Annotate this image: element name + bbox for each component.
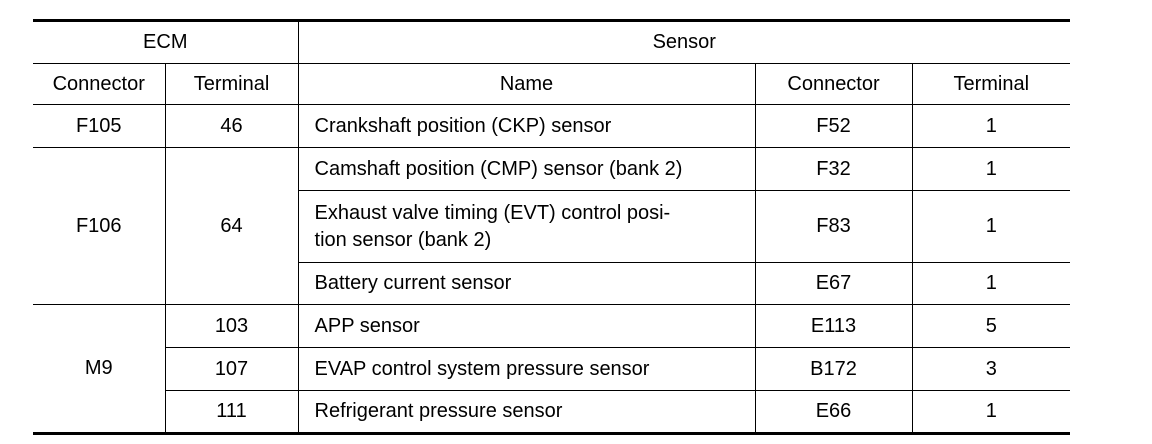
header-sensor-terminal: Terminal bbox=[912, 64, 1070, 105]
ecm-connector-cell: F106 bbox=[33, 148, 165, 305]
header-sensor-name: Name bbox=[298, 64, 755, 105]
ecm-terminal-cell: 64 bbox=[165, 148, 298, 305]
table-row bbox=[33, 391, 1070, 434]
header-ecm: ECM bbox=[33, 21, 298, 64]
sensor-name-cell: Battery current sensor bbox=[298, 263, 755, 305]
table-row bbox=[33, 305, 1070, 348]
sensor-connector-cell: B172 bbox=[755, 348, 912, 391]
sensor-terminal-cell: 3 bbox=[912, 348, 1070, 391]
header-ecm-connector: Connector bbox=[33, 64, 165, 105]
header-sensor: Sensor bbox=[298, 21, 1070, 64]
sensor-terminal-cell: 1 bbox=[912, 191, 1070, 263]
table-row bbox=[33, 148, 1070, 191]
header-ecm-terminal: Terminal bbox=[165, 64, 298, 105]
sensor-terminal-cell: 5 bbox=[912, 305, 1070, 348]
sensor-terminal-cell: 1 bbox=[912, 148, 1070, 191]
header-row-columns bbox=[33, 64, 1070, 105]
sensor-terminal-cell: 1 bbox=[912, 105, 1070, 148]
table-row bbox=[33, 105, 1070, 148]
sensor-terminal-cell: 1 bbox=[912, 391, 1070, 434]
sensor-connector-cell: E66 bbox=[755, 391, 912, 434]
sensor-name-cell: Camshaft position (CMP) sensor (bank 2) bbox=[298, 148, 755, 191]
sensor-name-cell bbox=[298, 191, 755, 263]
header-row-groups bbox=[33, 21, 1070, 64]
sensor-name-line-1: Exhaust valve timing (EVT) control posi- bbox=[314, 201, 671, 224]
sensor-name-line-2: tion sensor (bank 2) bbox=[314, 228, 492, 251]
table-row bbox=[33, 348, 1070, 391]
sensor-name-cell: EVAP control system pressure sensor bbox=[298, 348, 755, 391]
sensor-connector-cell: F83 bbox=[755, 191, 912, 263]
sensor-connector-cell: F32 bbox=[755, 148, 912, 191]
sensor-name-cell: APP sensor bbox=[298, 305, 755, 348]
ecm-terminal-cell: 103 bbox=[165, 305, 298, 348]
ecm-terminal-cell: 46 bbox=[165, 105, 298, 148]
sensor-name-cell: Crankshaft position (CKP) sensor bbox=[298, 105, 755, 148]
ecm-connector-cell: F105 bbox=[33, 105, 165, 148]
sensor-connector-cell: E67 bbox=[755, 263, 912, 305]
sensor-terminal-cell: 1 bbox=[912, 263, 1070, 305]
ecm-terminal-cell: 111 bbox=[165, 391, 298, 434]
header-sensor-connector: Connector bbox=[755, 64, 912, 105]
ecm-terminal-cell: 107 bbox=[165, 348, 298, 391]
ecm-connector-cell: M9 bbox=[33, 305, 165, 434]
ecm-sensor-table bbox=[33, 19, 1070, 435]
sensor-name-cell: Refrigerant pressure sensor bbox=[298, 391, 755, 434]
sensor-connector-cell: F52 bbox=[755, 105, 912, 148]
sensor-connector-cell: E113 bbox=[755, 305, 912, 348]
